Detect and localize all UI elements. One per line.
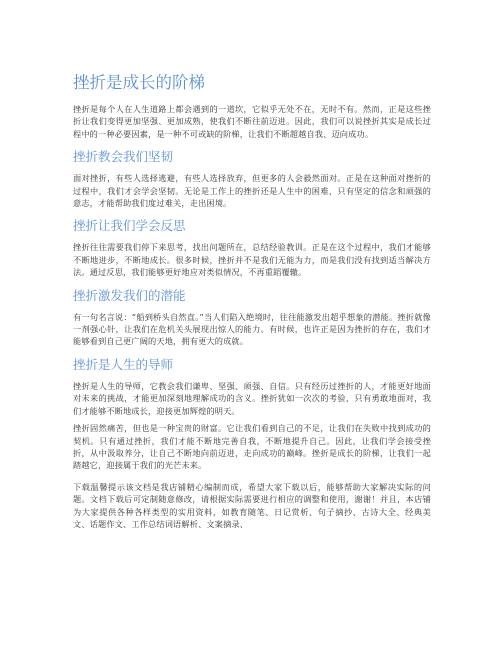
section-heading-potential: 挫折激发我们的潜能 bbox=[73, 287, 186, 303]
intro-paragraph: 挫折是每个人在人生道路上都会遇到的一道坎，它似乎无处不在，无时不有。然而，正是这些挫折让我们变得更加坚强、更加成熟，使我们不断往前迈进。因此，我们可以说挫折其实是成长过程中的一种必要因素，是一种不可或缺的阶梯，让我们不断超越自我、迈向成功。 bbox=[73, 104, 431, 139]
section-paragraph: 面对挫折，有些人选择逃避，有些人选择放弃，但更多的人会毅然面对。正是在这种面对挫折的过程中，我们才会学会坚韧。无论是工作上的挫折还是人生中的困难，只有坚定的信念和顽强的意志，才能帮助我们度过难关，走出困境。 bbox=[73, 173, 431, 209]
section-paragraph: 有一句名言说：“船到桥头自然直。”当人们陷入绝境时，往往能激发出超乎想象的潜能。挫折就像一剂强心针，让我们在危机关头展现出惊人的能力。有时候，也许正是因为挫折的存在，我们才能够看到自己更广阔的天地，拥有更大的成就。 bbox=[73, 311, 431, 347]
section-paragraph: 挫折固然痛苦，但也是一种宝贵的财富。它让我们看到自己的不足，让我们在失败中找到成功的契机。只有通过挫折，我们才能不断地完善自我，不断地提升自己。因此，让我们学会接受挫折，从中汲取养分，让自己不断地向前迈进，走向成功的巅峰。挫折是成长的阶梯，让我们一起踏越它，迎接属于我们的光芒未来。 bbox=[73, 423, 431, 471]
document-title: 挫折是成长的阶梯 bbox=[73, 73, 205, 92]
section-paragraph: 挫折往往需要我们停下来思考，找出问题所在，总结经验教训。正是在这个过程中，我们才能够不断地进步，不断地成长。很多时候，挫折并不是我们无能为力，而是我们没有找到适当解决方法。通过反思，我们能够更好地应对类似情况，不再重蹈覆辙。 bbox=[73, 242, 431, 278]
section-heading-resilience: 挫折教会我们坚韧 bbox=[73, 149, 174, 165]
section-heading-mentor: 挫折是人生的导师 bbox=[73, 356, 174, 372]
document-body bbox=[73, 72, 431, 535]
download-notice-paragraph: 下载温馨提示该文档是我店铺精心编制而成，希望大家下载以后，能够帮助大家解决实际的问题。文档下载后可定制随意修改，请根据实际需要进行相应的调整和使用，谢谢！并且，本店铺为大家提供各种各样类型的实用资料，如教育随笔、日记赏析、句子摘抄、古诗大全、经典美文、话题作文、工作总结词语解析、文案摘录、 bbox=[73, 481, 431, 529]
section-paragraph: 挫折是人生的导师，它教会我们谦卑、坚强、顽强、自信。只有经历过挫折的人，才能更好地面对未来的挑战，才能更加深刻地理解成功的含义。挫折犹如一次次的考验，只有勇敢地面对，我们才能够不断地成长，迎接更加辉煌的明天。 bbox=[73, 380, 431, 416]
section-heading-reflection: 挫折让我们学会反思 bbox=[73, 218, 186, 234]
